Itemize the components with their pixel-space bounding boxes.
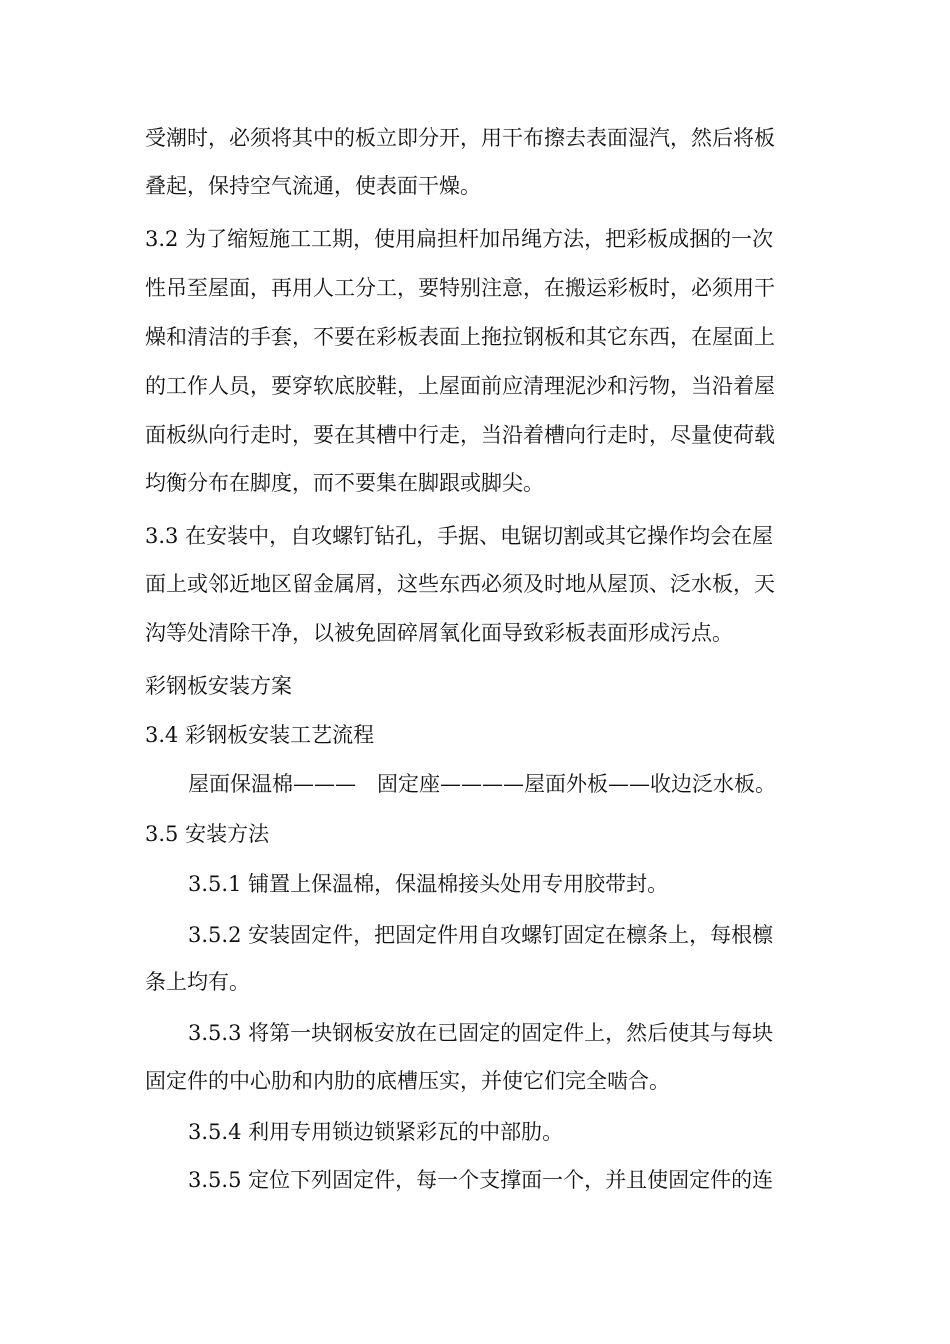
- step-3-5-3: 3.5.3 将第一块钢板安放在已固定的固定件上，然后使其与每块: [188, 1021, 774, 1045]
- heading-install-plan: 彩钢板安装方案: [145, 674, 292, 698]
- section-3-2-line: 3.2 为了缩短施工工期，使用扁担杆加吊绳方法，把彩板成捆的一次: [145, 227, 774, 251]
- section-3-4-heading: 3.4 彩钢板安装工艺流程: [145, 723, 375, 747]
- text-line: 均衡分布在脚度，而不要集在脚跟或脚尖。: [145, 471, 544, 495]
- text-line: 条上均有。: [145, 970, 250, 994]
- text-line: 燥和清洁的手套，不要在彩板表面上拖拉钢板和其它东西，在屋面上: [145, 325, 775, 349]
- section-3-5-heading: 3.5 安装方法: [145, 822, 270, 846]
- step-3-5-1: 3.5.1 铺置上保温棉，保温棉接头处用专用胶带封。: [188, 872, 669, 896]
- text-line: 沟等处清除干净，以被免固碎屑氧化面导致彩板表面形成污点。: [145, 621, 733, 645]
- process-flow-line: 屋面保温棉——— 固定座————屋面外板——收边泛水板。: [188, 772, 776, 796]
- step-3-5-2: 3.5.2 安装固定件，把固定件用自攻螺钉固定在檩条上，每根檩: [188, 923, 774, 947]
- text-line: 叠起，保持空气流通，使表面干燥。: [145, 174, 481, 198]
- text-line: 面板纵向行走时，要在其槽中行走，当沿着槽向行走时，尽量使荷载: [145, 423, 775, 447]
- text-line: 的工作人员，要穿软底胶鞋，上屋面前应清理泥沙和污物，当沿着屋: [145, 374, 775, 398]
- step-3-5-5: 3.5.5 定位下列固定件，每一个支撑面一个，并且使固定件的连: [188, 1168, 774, 1192]
- text-line: 受潮时，必须将其中的板立即分开，用干布擦去表面湿汽，然后将板: [145, 126, 775, 150]
- section-3-3-line: 3.3 在安装中，自攻螺钉钻孔，手据、电锯切割或其它操作均会在屋: [145, 524, 774, 548]
- text-line: 面上或邻近地区留金属屑，这些东西必须及时地从屋顶、泛水板，天: [145, 572, 775, 596]
- step-3-5-4: 3.5.4 利用专用锁边锁紧彩瓦的中部肋。: [188, 1120, 564, 1144]
- text-line: 固定件的中心肋和内肋的底槽压实，并使它们完全啮合。: [145, 1069, 670, 1093]
- text-line: 性吊至屋面，再用人工分工，要特别注意，在搬运彩板时，必须用干: [145, 276, 775, 300]
